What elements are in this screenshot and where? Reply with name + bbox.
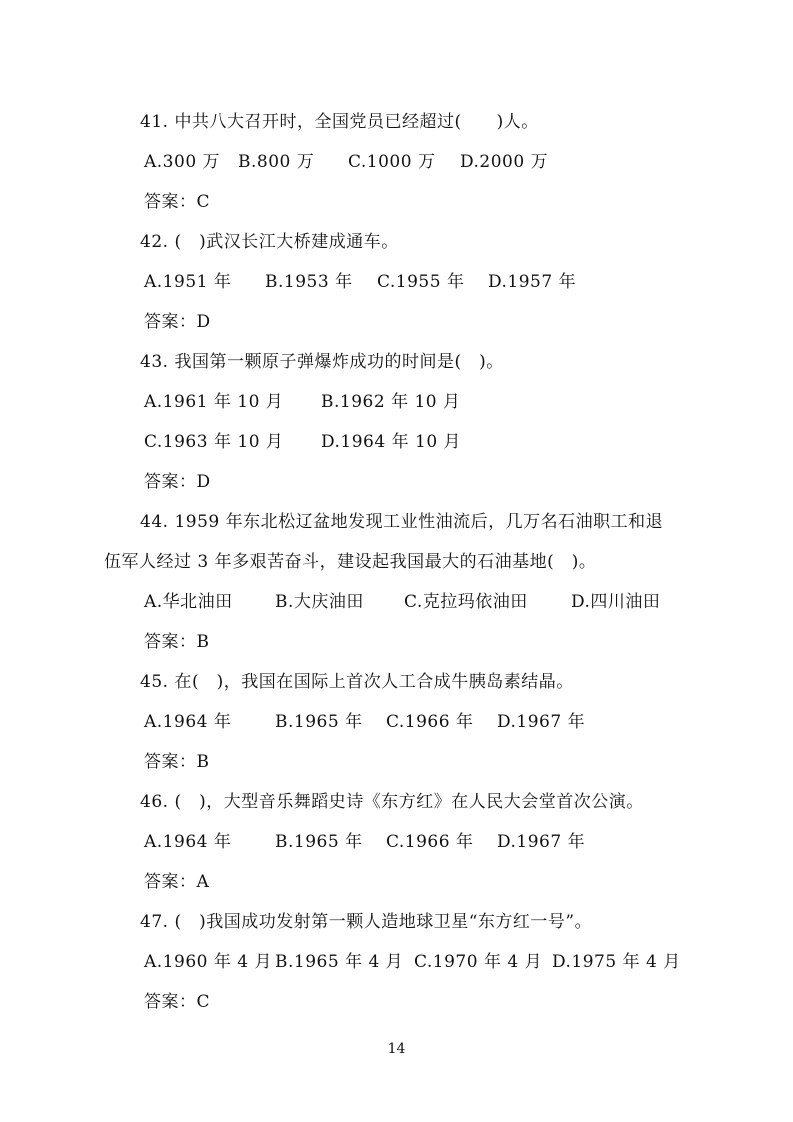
option-b: B.1962 年 10 月 <box>321 392 461 412</box>
option-c: C.克拉玛依油田 <box>404 592 528 612</box>
option-d: D.2000 万 <box>460 152 549 172</box>
option-a: A.300 万 <box>144 152 221 172</box>
option-b: B.1965 年 4 月 <box>275 952 404 972</box>
option-b: B.1965 年 <box>275 712 363 732</box>
page-number: 14 <box>387 1041 406 1057</box>
question-number: 45. <box>140 672 169 692</box>
option-d: D.1967 年 <box>497 832 586 852</box>
question-number: 42. <box>140 232 169 252</box>
question-text: 中共八大召开时，全国党员已经超过( )人。 <box>174 112 539 132</box>
question-text: ( )，大型音乐舞蹈史诗《东方红》在人民大会堂首次公演。 <box>174 792 644 812</box>
option-c: C.1970 年 4 月 <box>414 952 543 972</box>
option-b: B.1953 年 <box>265 272 353 292</box>
answer: 答案：C <box>144 992 211 1012</box>
answer: 答案：B <box>144 752 210 772</box>
question-text: ( )我国成功发射第一颗人造地球卫星“东方红一号”。 <box>174 912 593 932</box>
question-number: 43. <box>140 352 169 372</box>
option-b: B.大庆油田 <box>275 592 364 612</box>
question-text: 在( )，我国在国际上首次人工合成牛胰岛素结晶。 <box>174 672 574 692</box>
question-43 <box>140 350 504 374</box>
option-c: C.1955 年 <box>377 272 465 292</box>
question-number: 41. <box>140 112 169 132</box>
option-c: C.1000 万 <box>348 152 436 172</box>
question-46 <box>140 790 644 814</box>
question-44 <box>140 510 663 534</box>
option-c: C.1966 年 <box>386 712 474 732</box>
option-d: D.1975 年 4 月 <box>552 952 681 972</box>
option-a: A.华北油田 <box>144 592 233 612</box>
answer: 答案：B <box>144 632 210 652</box>
option-b: B.1965 年 <box>275 832 363 852</box>
answer: 答案：D <box>144 472 211 492</box>
answer: 答案：A <box>144 872 210 892</box>
question-45 <box>140 670 574 694</box>
option-d: D.四川油田 <box>571 592 661 612</box>
question-42 <box>140 230 399 254</box>
question-text-line-2: 伍军人经过 3 年多艰苦奋斗，建设起我国最大的石油基地( )。 <box>104 552 597 572</box>
option-d: D.1967 年 <box>497 712 586 732</box>
question-41 <box>140 110 539 134</box>
option-b: B.800 万 <box>238 152 315 172</box>
answer: 答案：C <box>144 192 211 212</box>
option-c: C.1966 年 <box>386 832 474 852</box>
option-d: D.1957 年 <box>488 272 577 292</box>
question-number: 46. <box>140 792 169 812</box>
option-a: A.1964 年 <box>144 712 232 732</box>
question-text-line-1: 1959 年东北松辽盆地发现工业性油流后，几万名石油职工和退 <box>174 512 664 532</box>
question-number: 47. <box>140 912 169 932</box>
question-text: 我国第一颗原子弹爆炸成功的时间是( )。 <box>174 352 504 372</box>
question-text: ( )武汉长江大桥建成通车。 <box>174 232 399 252</box>
option-d: D.1964 年 10 月 <box>321 432 462 452</box>
question-47 <box>140 910 592 934</box>
option-a: A.1964 年 <box>144 832 232 852</box>
option-a: A.1951 年 <box>144 272 232 292</box>
option-c: C.1963 年 10 月 <box>144 432 284 452</box>
option-a: A.1961 年 10 月 <box>144 392 284 412</box>
question-number: 44. <box>140 512 169 532</box>
answer: 答案：D <box>144 312 211 332</box>
option-a: A.1960 年 4 月 <box>144 952 272 972</box>
